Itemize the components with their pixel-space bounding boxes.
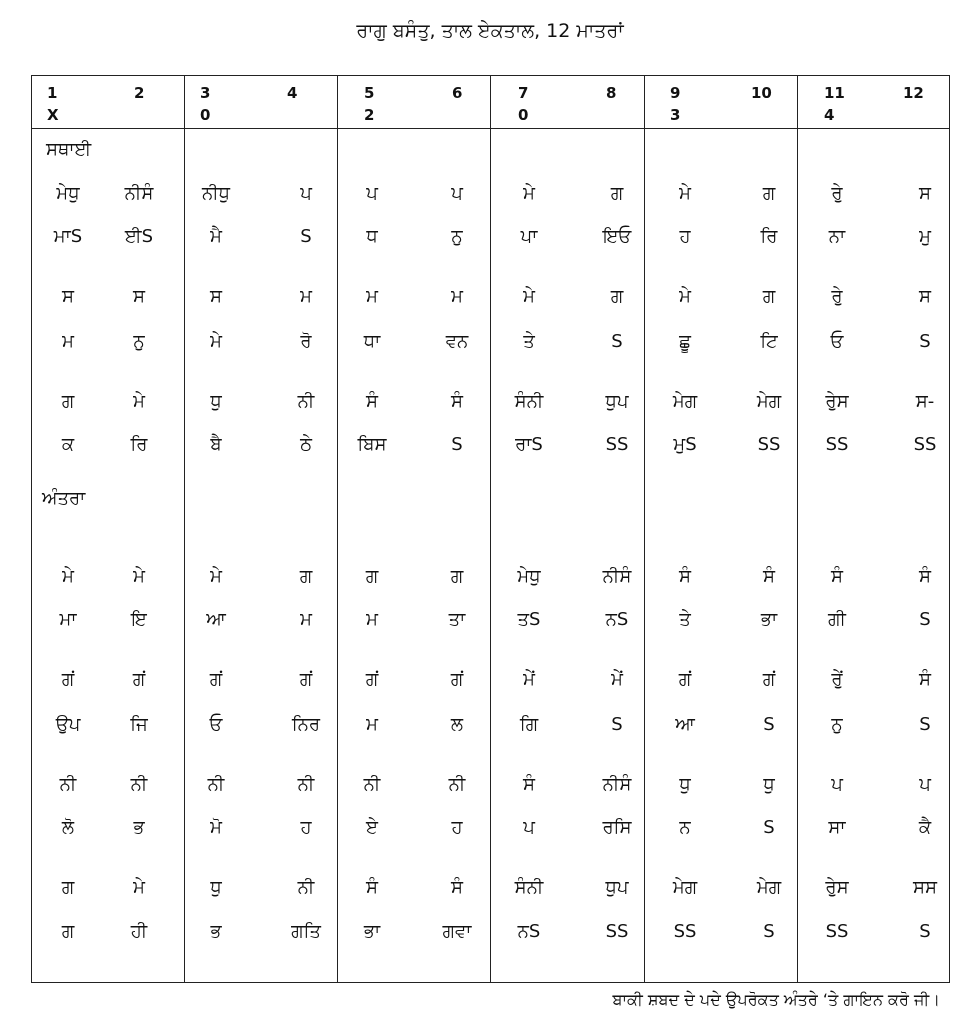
- note-cell: ਮੋ: [210, 817, 222, 838]
- note-cell: ਮੁ: [919, 226, 931, 247]
- note-cell: ਕੈ: [918, 817, 932, 838]
- note-cell: ਸੰ: [366, 877, 378, 898]
- note-cell: ਭ: [133, 817, 145, 838]
- note-cell: S: [919, 331, 931, 352]
- note-cell: ਸੰ: [366, 391, 378, 412]
- note-cell: ਸੰ: [831, 566, 843, 587]
- note-cell: ਮੇ: [133, 391, 145, 412]
- note-cell: SS: [913, 434, 937, 455]
- note-cell: ਰਸਿ: [602, 817, 632, 838]
- note-cell: ਨੀ: [363, 774, 381, 795]
- note-cell: S: [763, 921, 775, 942]
- note-cell: ਮੇ: [679, 183, 691, 204]
- beat-number: 3: [200, 84, 211, 102]
- taal-mark: 0: [200, 106, 211, 124]
- note-cell: S: [763, 714, 775, 735]
- note-cell: ਈS: [124, 226, 154, 247]
- note-cell: ਸਾ: [828, 817, 846, 838]
- note-cell: ਸੰਨੀ: [514, 877, 544, 898]
- note-cell: ਗੀ: [828, 609, 846, 630]
- note-cell: ਤੇ: [523, 331, 535, 352]
- note-cell: ਧੁਪ: [605, 391, 629, 412]
- note-cell: ਏ: [366, 817, 378, 838]
- note-cell: ਸ: [919, 286, 931, 307]
- note-cell: ਮੇਧੁ: [517, 566, 541, 587]
- note-cell: ਹ: [451, 817, 463, 838]
- note-cell: ਓ: [209, 714, 223, 735]
- note-cell: ਗ: [61, 921, 75, 942]
- note-cell: ਰਿ: [130, 434, 148, 455]
- note-cell: ਭ: [210, 921, 222, 942]
- beat-number: 12: [903, 84, 924, 102]
- note-cell: ਲ: [450, 714, 464, 735]
- note-cell: SS: [757, 434, 781, 455]
- note-cell: ਲੋ: [61, 817, 75, 838]
- taal-mark: 4: [824, 106, 835, 124]
- note-cell: ਹ: [300, 817, 312, 838]
- note-cell: ਮੈ: [210, 226, 222, 247]
- note-cell: ਪ: [831, 774, 843, 795]
- beat-number: 7: [518, 84, 529, 102]
- note-cell: ਮੇਂ: [523, 669, 535, 690]
- note-cell: ਨੀ: [130, 774, 148, 795]
- note-cell: ਸ-: [915, 391, 935, 412]
- note-cell: ਮ: [300, 609, 312, 630]
- note-cell: ਸੰ: [919, 566, 931, 587]
- note-cell: ਨੀ: [297, 877, 315, 898]
- note-cell: SS: [673, 921, 697, 942]
- beat-number: 1: [47, 84, 58, 102]
- note-cell: ਮ: [62, 331, 74, 352]
- note-cell: ਗ: [450, 566, 464, 587]
- note-cell: ਹੀ: [130, 921, 148, 942]
- note-cell: ਮ: [300, 286, 312, 307]
- notation-table: [31, 75, 950, 983]
- note-cell: ਨੀਸੰ: [602, 774, 632, 795]
- note-cell: ਮੇ: [210, 331, 222, 352]
- note-cell: ਨਿਰ: [291, 714, 321, 735]
- note-cell: ਨੀ: [297, 774, 315, 795]
- note-cell: ਮੇਂ: [611, 669, 623, 690]
- note-cell: S: [300, 226, 312, 247]
- note-cell: ਗ: [762, 183, 776, 204]
- note-cell: ਰੋ: [300, 331, 312, 352]
- note-cell: ਉਪ: [55, 714, 81, 735]
- taal-mark: 3: [670, 106, 681, 124]
- note-cell: ਮ: [366, 286, 378, 307]
- note-cell: SS: [605, 921, 629, 942]
- beat-number: 10: [751, 84, 772, 102]
- note-cell: ਤS: [517, 609, 541, 630]
- note-cell: ਗਂ: [209, 669, 223, 690]
- note-cell: ਹ: [679, 226, 691, 247]
- beat-number: 2: [134, 84, 145, 102]
- note-cell: ਨS: [605, 609, 629, 630]
- note-cell: ਗ: [365, 566, 379, 587]
- note-cell: ਸਸ: [913, 877, 937, 898]
- note-cell: S: [611, 714, 623, 735]
- note-cell: ਮ: [366, 609, 378, 630]
- note-cell: ਧੁ: [679, 774, 691, 795]
- note-cell: ਗ: [61, 391, 75, 412]
- note-cell: ਬਿਸ: [357, 434, 387, 455]
- note-cell: ਗਿ: [519, 714, 539, 735]
- note-cell: ਓ: [830, 331, 844, 352]
- note-cell: SS: [825, 921, 849, 942]
- note-cell: S: [763, 817, 775, 838]
- note-cell: ਸੰ: [451, 391, 463, 412]
- note-cell: ਧ: [366, 226, 378, 247]
- column-divider: [184, 76, 185, 982]
- note-cell: ਮੇਗ: [672, 391, 698, 412]
- note-cell: ਧੁ: [210, 391, 222, 412]
- column-divider: [490, 76, 491, 982]
- note-cell: ਰਿ: [760, 226, 778, 247]
- note-cell: ਪਾ: [520, 226, 538, 247]
- note-cell: S: [919, 609, 931, 630]
- note-cell: ਮੇ: [679, 286, 691, 307]
- note-cell: ਆ: [206, 609, 226, 630]
- note-cell: ਤੇ: [679, 609, 691, 630]
- note-cell: ਮ: [366, 714, 378, 735]
- note-cell: ਗਂ: [299, 669, 313, 690]
- note-cell: ਸੰ: [763, 566, 775, 587]
- note-cell: ਗਂ: [762, 669, 776, 690]
- note-cell: SS: [605, 434, 629, 455]
- note-cell: ਰੇੁਸ: [825, 877, 849, 898]
- note-cell: ਗ: [762, 286, 776, 307]
- note-cell: S: [919, 714, 931, 735]
- note-cell: ਮੇ: [133, 566, 145, 587]
- note-cell: ਤਾ: [448, 609, 466, 630]
- note-cell: ਇ: [131, 609, 147, 630]
- note-cell: ਮੇਗ: [756, 391, 782, 412]
- note-cell: ਬੈ: [210, 434, 222, 455]
- note-cell: ਮਾ: [59, 609, 77, 630]
- column-divider: [337, 76, 338, 982]
- note-cell: ਸ: [62, 286, 74, 307]
- note-cell: ਮੇ: [523, 183, 535, 204]
- note-cell: ਧਾ: [363, 331, 381, 352]
- note-cell: ਕ: [61, 434, 75, 455]
- page-title: ਰਾਗੁ ਬਸੰਤੁ, ਤਾਲ ਏਕਤਾਲ, 12 ਮਾਤਰਾਂ: [356, 20, 624, 42]
- note-cell: ਧੁ: [210, 877, 222, 898]
- taal-mark: 0: [518, 106, 529, 124]
- note-cell: ਛੂ: [679, 331, 691, 352]
- note-cell: S: [611, 331, 623, 352]
- note-cell: ਨਾ: [828, 226, 846, 247]
- taal-mark: 2: [364, 106, 375, 124]
- beat-number: 8: [606, 84, 617, 102]
- note-cell: ਠੇ: [300, 434, 312, 455]
- note-cell: ਧੁਪ: [605, 877, 629, 898]
- note-cell: ਮੇ: [62, 566, 74, 587]
- note-cell: ਨੁ: [133, 331, 145, 352]
- note-cell: ਮੇਗ: [756, 877, 782, 898]
- note-cell: ਮੇਧੁ: [56, 183, 80, 204]
- note-cell: ਨੀਧੁ: [201, 183, 230, 204]
- note-cell: ਨੀਸੰ: [124, 183, 154, 204]
- note-cell: ਸ: [919, 183, 931, 204]
- note-cell: ਗਤਿ: [291, 921, 321, 942]
- footer-note: ਬਾਕੀ ਸ਼ਬਦ ਦੇ ਪਦੇ ਉਪਰੋਕਤ ਅੰਤਰੇ ‘ਤੇ ਗਾਇਨ ਕਰੋ ਜੀ।: [612, 990, 940, 1009]
- note-cell: ਮੇਗ: [672, 877, 698, 898]
- note-cell: ਨ: [679, 817, 691, 838]
- note-cell: ਪ: [300, 183, 312, 204]
- note-cell: ਵਨ: [445, 331, 469, 352]
- note-cell: ਮ: [451, 286, 463, 307]
- note-cell: ਸੰ: [523, 774, 535, 795]
- note-cell: ਗ: [610, 183, 624, 204]
- column-divider: [644, 76, 645, 982]
- note-cell: ਸੰ: [451, 877, 463, 898]
- note-cell: ਜਿ: [130, 714, 148, 735]
- note-cell: ਨੁ: [831, 714, 843, 735]
- note-cell: S: [919, 921, 931, 942]
- note-cell: ਪ: [366, 183, 378, 204]
- note-cell: ਨੀ: [297, 391, 315, 412]
- note-cell: SS: [825, 434, 849, 455]
- note-cell: ਸੰ: [679, 566, 691, 587]
- note-cell: ਟਿ: [760, 331, 778, 352]
- section-label-sthai: ਸਥਾਈ: [46, 139, 92, 160]
- note-cell: ਧੁ: [763, 774, 775, 795]
- note-cell: ਗ: [61, 877, 75, 898]
- note-cell: ਆ: [675, 714, 695, 735]
- note-cell: ਨੀਸੰ: [602, 566, 632, 587]
- note-cell: ਗ: [610, 286, 624, 307]
- note-cell: ਮੇ: [133, 877, 145, 898]
- note-cell: ਨੀ: [207, 774, 225, 795]
- note-cell: ਗਂ: [678, 669, 692, 690]
- note-cell: ਗਂ: [61, 669, 75, 690]
- column-divider: [797, 76, 798, 982]
- section-label-antra: ਅੰਤਰਾ: [42, 488, 86, 509]
- note-cell: ਗਂ: [450, 669, 464, 690]
- note-cell: ਰੇੁਸ: [825, 391, 849, 412]
- note-cell: ਮੁS: [673, 434, 697, 455]
- note-cell: ਰੇੁ: [831, 183, 843, 204]
- note-cell: ਨੁ: [451, 226, 463, 247]
- note-cell: ਮਾS: [53, 226, 83, 247]
- note-cell: ਰੇੁ: [831, 286, 843, 307]
- note-cell: ਗਵਾ: [442, 921, 472, 942]
- note-cell: ਮੇ: [523, 286, 535, 307]
- note-cell: ਸ: [210, 286, 222, 307]
- note-cell: ਰੇੁਂ: [831, 669, 843, 690]
- note-cell: ਭਾ: [760, 609, 778, 630]
- note-cell: ਗ: [299, 566, 313, 587]
- beat-number: 9: [670, 84, 681, 102]
- note-cell: ਸੰਨੀ: [514, 391, 544, 412]
- note-cell: S: [451, 434, 463, 455]
- note-cell: ਨੀ: [448, 774, 466, 795]
- note-cell: ਇਓ: [602, 226, 632, 247]
- note-cell: ਨS: [517, 921, 541, 942]
- note-cell: ਪ: [523, 817, 535, 838]
- note-cell: ਪ: [451, 183, 463, 204]
- beat-number: 4: [287, 84, 298, 102]
- beat-number: 5: [364, 84, 375, 102]
- note-cell: ਸ: [133, 286, 145, 307]
- note-cell: ਗਂ: [365, 669, 379, 690]
- note-cell: ਮੇ: [210, 566, 222, 587]
- note-cell: ਨੀ: [59, 774, 77, 795]
- note-cell: ਭਾ: [363, 921, 381, 942]
- beat-number: 11: [824, 84, 845, 102]
- taal-mark: X: [47, 106, 59, 124]
- note-cell: ਸੰ: [919, 669, 931, 690]
- note-cell: ਰਾS: [515, 434, 543, 455]
- beat-number: 6: [452, 84, 463, 102]
- note-cell: ਪ: [919, 774, 931, 795]
- note-cell: ਗਂ: [132, 669, 146, 690]
